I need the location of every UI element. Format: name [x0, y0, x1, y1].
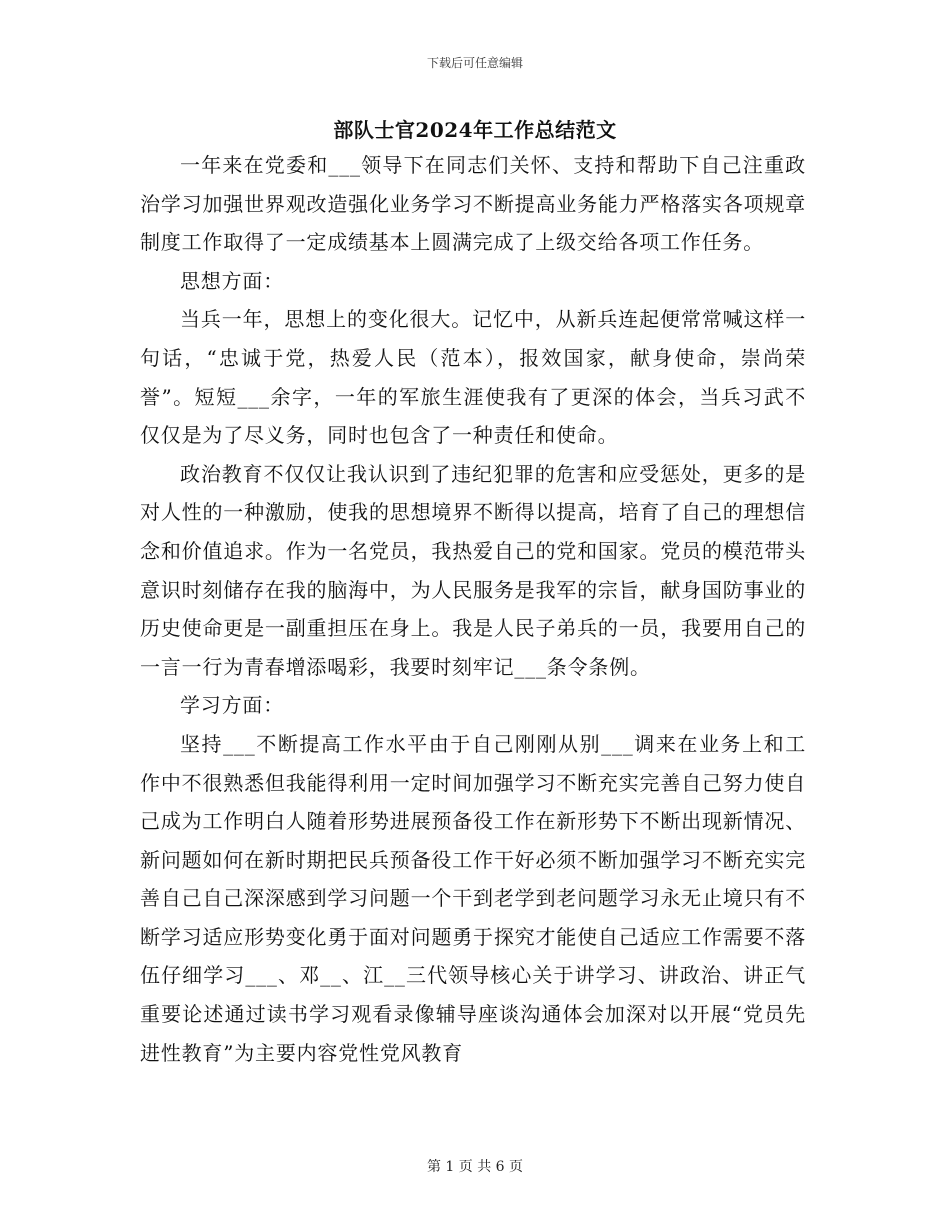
paragraph-thought-2: 政治教育不仅仅让我认识到了违纪犯罪的危害和应受惩处，更多的是对人性的一种激励，使我的思想境界不断得以提高，培育了自己的理想信念和价值追求。作为一名党员，我热爱自己的党和国家。党员的模范带头意识时刻储存在我的脑海中，为人民服务是我军的宗旨，献身国防事业的历史使命更是一副重担压在身上。我是人民子弟兵的一员，我要用自己的一言一行为青春增添喝彩，我要时刻牢记___条令条例。 [140, 461, 806, 679]
document-body [140, 146, 806, 1072]
document-title: 部队士官2024年工作总结范文 [333, 118, 617, 142]
paragraph-study-1: 坚持___不断提高工作水平由于自己刚刚从别___调来在业务上和工作中不很熟悉但我能得利用一定时间加强学习不断充实完善自己努力使自己成为工作明白人随着形势进展预备役工作在新形势下不断出现新情况、新问题如何在新时期把民兵预备役工作干好必须不断加强学习不断充实完善自己自己深深感到学习问题一个干到老学到老问题学习永无止境只有不断学习适应形势变化勇于面对问题勇于探究才能使自己适应工作需要不落伍仔细学习___、邓__、江__三代领导核心关于讲学习、讲政治、讲正气重要论述通过读书学习观看录像辅导座谈沟通体会加深对以开展“党员先进性教育”为主要内容党性党风教育 [140, 731, 806, 1065]
section-heading-thought: 思想方面： [180, 268, 284, 293]
paragraph-intro: 一年来在党委和___领导下在同志们关怀、支持和帮助下自己注重政治学习加强世界观改造强化业务学习不断提高业务能力严格落实各项规章制度工作取得了一定成绩基本上圆满完成了上级交给各项工作任务。 [140, 153, 806, 255]
page-number-footer: 第 1 页 共 6 页 [426, 1159, 524, 1175]
paragraph-thought-1: 当兵一年，思想上的变化很大。记忆中，从新兵连起便常常喊这样一句话，“忠诚于党，热爱人民（范本），报效国家，献身使命，崇尚荣誉”。短短___余字，一年的军旅生涯使我有了更深的体会，当兵习武不仅仅是为了尽义务，同时也包含了一种责任和使命。 [140, 307, 806, 448]
section-heading-study: 学习方面： [180, 693, 284, 718]
page-header-note: 下载后可任意编辑 [426, 56, 523, 70]
